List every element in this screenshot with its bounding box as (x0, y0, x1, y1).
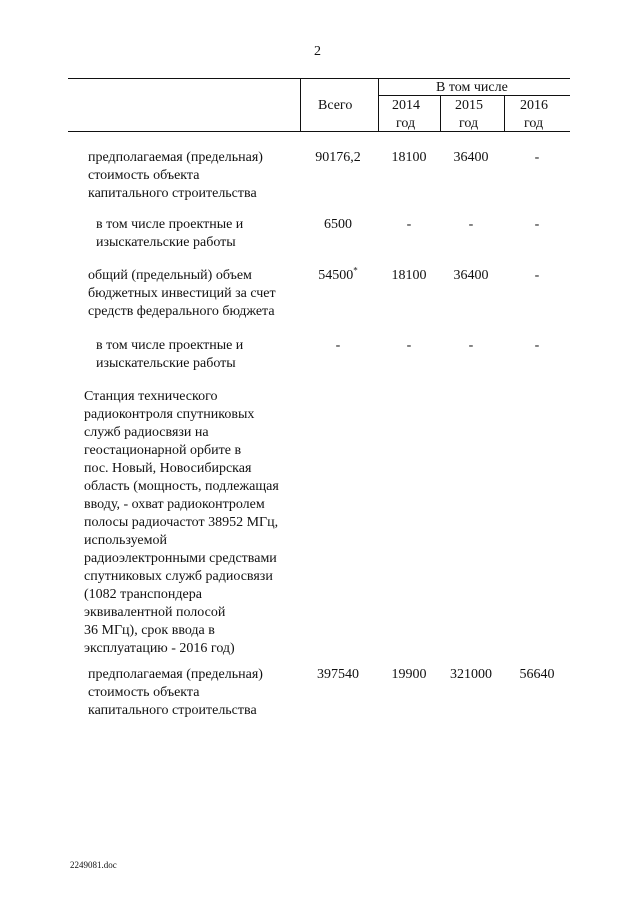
header-unit-2014: год (396, 116, 416, 131)
header-divider-including (378, 78, 379, 131)
header-year-2016: 2016 (520, 98, 548, 113)
row-label: в том числе проектные и изыскательские работы (96, 217, 244, 250)
header-unit-2016: год (524, 116, 544, 131)
row-value-2015: - (468, 217, 474, 232)
header-divider-2015 (440, 95, 441, 131)
row-label: предполагаемая (предельная) стоимость объекта капитального строительства (88, 667, 263, 718)
row-value-2016: - (534, 150, 540, 165)
row-value-2015: 36400 (453, 268, 489, 283)
header-year-2015: 2015 (455, 98, 483, 113)
section-title: Станция технического радиоконтроля спутниковых служб радиосвязи на геостационарной орбите в пос. Новый, Новосибирская область (мощность, подлежащая вводу, - охват радиоконтролем полосы радиочастот 38952 МГц, используемой радиоэлектронными средствами спутниковых служб радиосвязи (1082 транспондера эквивалентной полосой 36 МГц), срок ввода в эксплуатацию - 2016 год) (84, 389, 279, 656)
row-value-2014: - (406, 217, 412, 232)
header-total: Всего (318, 98, 353, 113)
row-value-2016: - (534, 338, 540, 353)
row-value-2016: - (534, 217, 540, 232)
row-value-2015: 321000 (450, 667, 492, 682)
row-total-cell (303, 267, 373, 285)
row-value-2014: 19900 (391, 667, 427, 682)
row-value-2014: 18100 (391, 268, 427, 283)
row-total: 54500 (318, 268, 354, 283)
row-label: предполагаемая (предельная) стоимость объекта капитального строительства (88, 150, 263, 201)
row-value-2016: 56640 (519, 667, 555, 682)
row-label: в том числе проектные и изыскательские работы (96, 338, 244, 371)
footnote-mark: * (353, 265, 358, 276)
header-bottom-rule (68, 131, 570, 132)
header-divider-total (300, 78, 301, 131)
row-total: 397540 (317, 667, 359, 682)
row-value-2014: - (406, 338, 412, 353)
header-including: В том числе (436, 80, 508, 95)
page-number: 2 (314, 44, 321, 59)
row-total: 6500 (324, 217, 352, 232)
row-value-2015: - (468, 338, 474, 353)
header-unit-2015: год (459, 116, 479, 131)
row-value-2016: - (534, 268, 540, 283)
row-label: общий (предельный) объем бюджетных инвестиций за счет средств федерального бюджета (88, 268, 276, 319)
row-total: 90176,2 (315, 150, 361, 165)
header-year-2014: 2014 (392, 98, 420, 113)
row-total: - (335, 338, 341, 353)
row-value-2015: 36400 (453, 150, 489, 165)
header-divider-2016 (504, 95, 505, 131)
row-value-2014: 18100 (391, 150, 427, 165)
document-footer: 2249081.doc (70, 860, 117, 870)
